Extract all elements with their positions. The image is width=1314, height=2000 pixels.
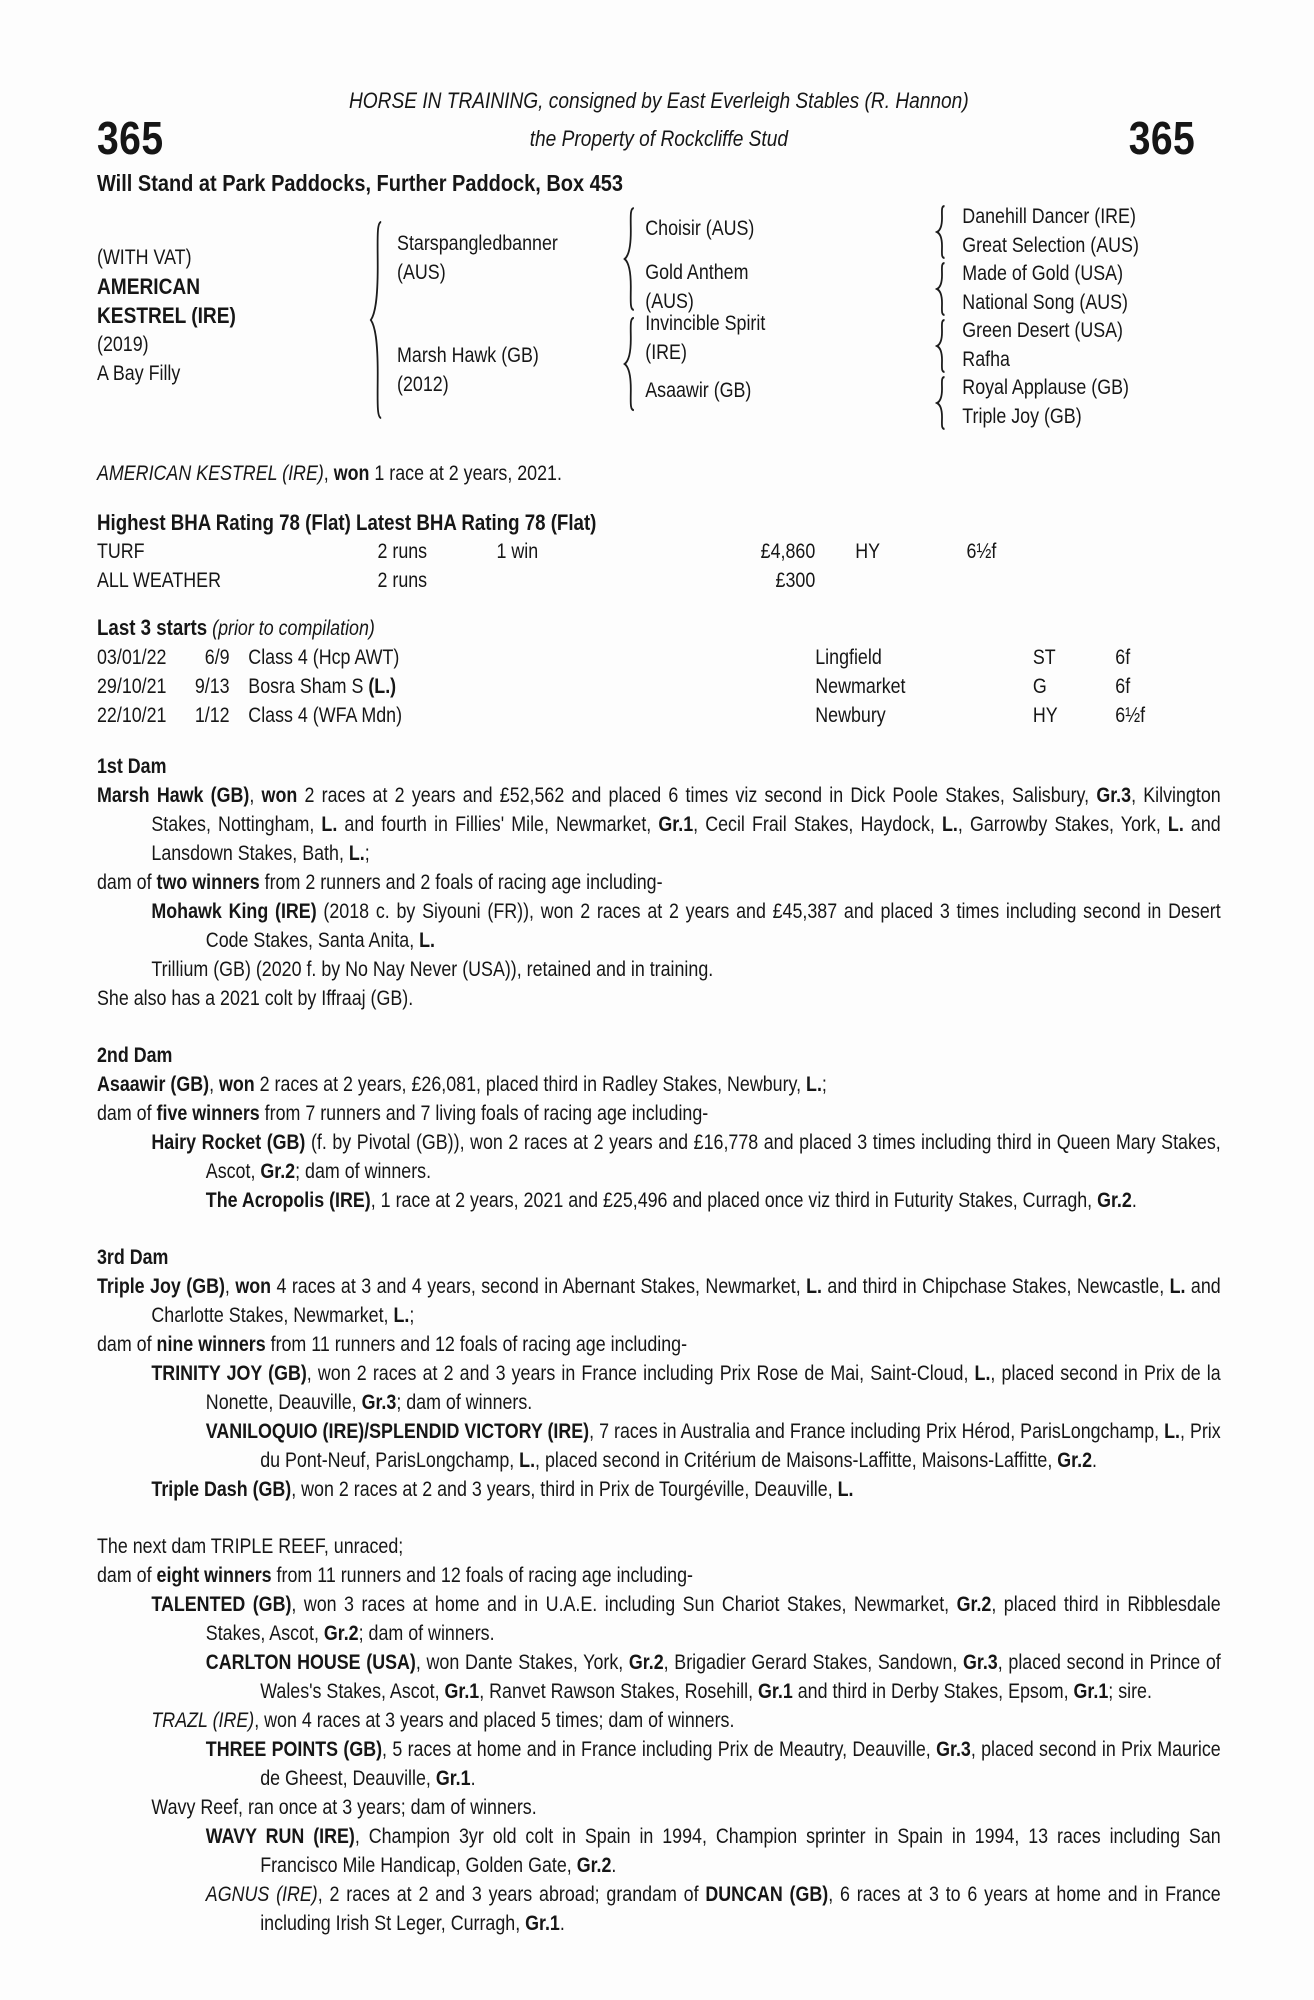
text-segment: VANILOQUIO (IRE)/SPLENDID VICTORY (IRE)	[205, 1420, 590, 1443]
pedigree-paragraph	[97, 1648, 1221, 1706]
sire-name: Starspangledbanner	[397, 232, 558, 255]
text-segment: ,	[209, 1073, 220, 1096]
text-segment: Gr.2	[260, 1160, 296, 1183]
ratings-wins: 1 win	[496, 540, 539, 563]
text-segment: Gr.1	[658, 813, 694, 836]
text-segment: 2 races at 2 years and £52,562 and placed 6 times viz second in Dick Poole Stakes, Salisbury,	[297, 784, 1097, 807]
text-segment: , Cecil Frail Stakes, Haydock,	[693, 813, 943, 836]
text-segment: The Acropolis (IRE)	[205, 1189, 371, 1212]
subject-name-line2: KESTREL (IRE)	[97, 303, 236, 328]
ratings-going: HY	[855, 540, 881, 563]
text-segment: , placed third in Ribblesdale Stakes, Ascot,	[205, 1593, 1221, 1645]
text-segment: ,	[224, 1275, 236, 1298]
text-segment: , Ranvet Rawson Stakes, Rosehill,	[479, 1680, 759, 1703]
text-segment: She also has a 2021 colt by Iffraaj (GB).	[97, 987, 414, 1010]
text-segment: DUNCAN (GB)	[705, 1883, 829, 1906]
start-going: G	[1032, 675, 1047, 698]
text-segment: from 11 runners and 12 foals of racing age including-	[265, 1333, 688, 1356]
dam-section	[97, 1243, 1221, 1504]
lot-number-right: 365	[1128, 112, 1196, 164]
start-position: 1/12	[194, 704, 230, 727]
gen2-entry-dam-sire	[645, 309, 765, 367]
gen2-name: Invincible Spirit	[645, 312, 766, 335]
text-segment: ;	[821, 1073, 827, 1096]
text-segment: ; dam of winners.	[396, 1391, 533, 1414]
text-segment: L.	[321, 813, 338, 836]
text-segment: Marsh Hawk (GB)	[97, 784, 250, 807]
gen3-entry: Rafha	[962, 347, 1010, 371]
text-segment: , won 4 races at 3 years and placed 5 times; dam of winners.	[254, 1709, 735, 1732]
gen2-name: Choisir (AUS)	[645, 217, 755, 240]
text-segment: from 11 runners and 12 foals of racing age including-	[271, 1564, 693, 1587]
start-course: Lingfield	[815, 646, 882, 669]
text-segment: Triple Joy (GB)	[97, 1275, 225, 1298]
pedigree-paragraph	[97, 1417, 1221, 1475]
text-segment: (L.)	[368, 675, 397, 698]
text-segment: , won 3 races at home and in U.A.E. including Sun Chariot Stakes, Newmarket,	[291, 1593, 957, 1616]
text-segment: ;	[409, 1304, 415, 1327]
text-segment: .	[1131, 1189, 1137, 1212]
gen3-entry: Danehill Dancer (IRE)	[962, 205, 1136, 228]
lot-header-row	[97, 112, 1221, 164]
pedigree-paragraph	[97, 1793, 1221, 1822]
gen2-name: Asaawir (GB)	[645, 379, 752, 402]
start-going: HY	[1032, 704, 1058, 727]
text-segment: , Champion 3yr old colt in Spain in 1994, Champion sprinter in Spain in 1994, 13 races including San Francisco Mile Handicap, Golden Gate,	[260, 1825, 1221, 1877]
text-segment: 2 races at 2 years, £26,081, placed third in Radley Stakes, Newbury,	[254, 1073, 807, 1096]
start-distance: 6f	[1115, 675, 1131, 698]
consignment-line: HORSE IN TRAINING, consigned by East Everleigh Stables (R. Hannon)	[348, 88, 969, 113]
text-segment: ; sire.	[1108, 1680, 1152, 1703]
catalogue-page	[97, 0, 1221, 1938]
text-segment: , 1 race at 2 years, 2021 and £25,496 and placed once viz third in Futurity Stakes, Curragh,	[370, 1189, 1098, 1212]
dam-section	[97, 1532, 1221, 1938]
ratings-surface: ALL WEATHER	[97, 569, 221, 592]
text-segment: ; dam of winners.	[295, 1160, 432, 1183]
text-segment: , 5 races at home and in France including Prix de Meautry, Deauville,	[382, 1738, 937, 1761]
start-distance: 6½f	[1115, 704, 1146, 727]
pedigree-paragraph	[97, 984, 1221, 1013]
pedigree-brace	[622, 206, 636, 312]
pedigree-paragraph	[97, 1822, 1221, 1880]
pedigree-paragraph	[97, 897, 1221, 955]
pedigree-paragraph	[97, 1735, 1221, 1793]
text-segment: Bosra Sham S	[248, 675, 369, 698]
start-race	[230, 643, 816, 672]
dam-section	[97, 1041, 1221, 1215]
pedigree-paragraph	[97, 868, 1221, 897]
text-segment: Gr.2	[576, 1854, 612, 1877]
ratings-money: 1 win £4,860	[497, 537, 816, 566]
text-segment: , placed second in Prix Maurice de Gheest, Deauville,	[260, 1738, 1221, 1790]
text-segment: L.	[1169, 1275, 1186, 1298]
text-segment: Gr.2	[323, 1622, 359, 1645]
last-start-row	[97, 701, 1221, 730]
text-segment: L.	[1164, 1420, 1180, 1443]
dam-name: Marsh Hawk (GB)	[397, 344, 539, 367]
text-segment: ; dam of winners.	[358, 1622, 495, 1645]
text-segment: and Lansdown Stakes, Bath,	[151, 813, 1221, 865]
text-segment: Gr.3	[962, 1651, 998, 1674]
gen2-entry-sire-sire	[645, 214, 754, 243]
text-segment: from 2 runners and 2 foals of racing age including-	[259, 871, 663, 894]
gen3-entry: Green Desert (USA)	[962, 319, 1124, 342]
text-segment: , Brigadier Gerard Stakes, Sandown,	[663, 1651, 963, 1674]
text-segment: Asaawir (GB)	[97, 1073, 210, 1096]
text-segment: AMERICAN KESTREL (IRE)	[97, 462, 324, 485]
ratings-table	[97, 537, 1221, 595]
text-segment: The next dam TRIPLE REEF, unraced;	[97, 1535, 404, 1558]
text-segment: .	[1092, 1449, 1097, 1472]
gen3-pair	[962, 374, 1129, 431]
text-segment: , placed second in Prince of Wales's Stakes, Ascot,	[260, 1651, 1221, 1703]
text-segment: , 2 races at 2 and 3 years abroad; grandam of	[317, 1883, 706, 1906]
ratings-going	[815, 566, 927, 595]
pedigree-brace	[935, 262, 946, 316]
start-going: ST	[1032, 646, 1056, 669]
text-segment: dam of	[97, 1564, 157, 1587]
gen2-entry-dam-dam	[645, 376, 751, 405]
text-segment: ,	[323, 462, 334, 485]
text-segment: dam of	[97, 871, 157, 894]
text-segment: Gr.2	[1097, 1189, 1132, 1212]
start-date: 22/10/21	[97, 704, 167, 727]
text-segment: Gr.1	[1073, 1680, 1109, 1703]
ratings-money: £300	[775, 569, 816, 592]
text-segment: and third in Derby Stakes, Epsom,	[792, 1680, 1074, 1703]
pedigree-paragraph	[97, 781, 1221, 868]
text-segment: two winners	[156, 871, 260, 894]
text-segment: won	[333, 462, 370, 485]
dam-section	[97, 752, 1221, 1013]
subject-block	[97, 243, 236, 388]
text-segment: Class 4 (WFA Mdn)	[248, 704, 403, 727]
text-segment: eight winners	[156, 1564, 272, 1587]
gen3-entry: National Song (AUS)	[962, 290, 1128, 314]
gen2-entry-sire-dam	[645, 258, 748, 316]
sire-suffix: (AUS)	[397, 261, 446, 284]
text-segment: and third in Chipchase Stakes, Newcastle,	[821, 1275, 1170, 1298]
text-segment: , won 2 races at 2 and 3 years in France including Prix Rose de Mai, Saint-Cloud,	[306, 1362, 975, 1385]
pedigree-paragraph	[97, 1561, 1221, 1590]
text-segment: CARLTON HOUSE (USA)	[205, 1651, 416, 1674]
pedigree-paragraph	[97, 955, 1221, 984]
stand-location-line: Will Stand at Park Paddocks, Further Paddock, Box 453	[97, 170, 623, 196]
gen2-suffix: (IRE)	[645, 341, 687, 364]
text-segment: Trillium (GB) (2020 f. by No Nay Never (USA)), retained and in training.	[151, 958, 714, 981]
text-segment: Hairy Rocket (GB)	[151, 1131, 306, 1154]
text-segment: and fourth in Fillies' Mile, Newmarket,	[337, 813, 659, 836]
last-starts-table	[97, 643, 1221, 730]
start-race	[230, 701, 816, 730]
gen3-pair	[962, 203, 1139, 260]
text-segment: AGNUS (IRE)	[205, 1883, 318, 1906]
text-segment: , placed second in Prix de la Nonette, Deauville,	[205, 1362, 1221, 1414]
start-position: 9/13	[194, 675, 230, 698]
subject-name-line1: AMERICAN	[97, 274, 201, 299]
text-segment: L.	[974, 1362, 991, 1385]
dam-heading: 1st Dam	[97, 755, 167, 778]
ratings-runs: 2 runs	[377, 540, 428, 563]
pedigree-brace	[935, 319, 946, 373]
text-segment: L.	[837, 1478, 854, 1501]
subject-foaled-year: (2019)	[97, 333, 149, 356]
bha-ratings-heading: Highest BHA Rating 78 (Flat) Latest BHA Rating 78 (Flat)	[97, 510, 597, 535]
last-starts-heading-label: Last 3 starts	[97, 615, 208, 640]
start-race	[230, 672, 816, 701]
text-segment: Gr.1	[444, 1680, 480, 1703]
text-segment: ;	[364, 842, 370, 865]
text-segment: nine winners	[156, 1333, 266, 1356]
start-course: Newmarket	[815, 675, 906, 698]
text-segment: Gr.3	[361, 1391, 397, 1414]
text-segment: Wavy Reef, ran once at 3 years; dam of winners.	[151, 1796, 537, 1819]
text-segment: dam of	[97, 1102, 157, 1125]
subject-description: A Bay Filly	[97, 362, 181, 385]
pedigree-paragraph	[97, 1099, 1221, 1128]
pedigree-brace	[368, 218, 383, 422]
pedigree-paragraph	[97, 1532, 1221, 1561]
dam-heading: 3rd Dam	[97, 1246, 169, 1269]
dam-heading: 2nd Dam	[97, 1044, 173, 1067]
text-segment: THREE POINTS (GB)	[205, 1738, 383, 1761]
gen3-pair	[962, 317, 1123, 374]
text-segment: won	[235, 1275, 272, 1298]
text-segment: , won Dante Stakes, York,	[415, 1651, 629, 1674]
pedigree-paragraph	[97, 1706, 1221, 1735]
pedigree-brace	[935, 205, 946, 259]
start-course: Newbury	[815, 704, 886, 727]
text-segment: Gr.3	[936, 1738, 971, 1761]
pedigree-paragraph	[97, 1272, 1221, 1330]
dam-sections	[97, 752, 1221, 1938]
text-segment: L.	[1167, 813, 1184, 836]
text-segment: , Kilvington Stakes, Nottingham,	[151, 784, 1221, 836]
ratings-distance	[927, 566, 1220, 595]
text-segment: and Charlotte Stakes, Newmarket,	[151, 1275, 1221, 1327]
text-segment: dam of	[97, 1333, 157, 1356]
gen3-pair	[962, 260, 1128, 317]
pedigree-paragraph	[97, 1880, 1221, 1938]
pedigree-brace	[935, 376, 946, 430]
text-segment: Mohawk King (IRE)	[151, 900, 317, 923]
last-starts-heading	[97, 613, 1221, 643]
text-segment: .	[470, 1767, 476, 1790]
ratings-row	[97, 566, 1221, 595]
pedigree-table	[97, 198, 1221, 451]
gen3-entry: Made of Gold (USA)	[962, 262, 1124, 285]
pedigree-paragraph	[97, 1590, 1221, 1648]
text-segment: Gr.1	[435, 1767, 471, 1790]
pedigree-paragraph	[97, 1186, 1221, 1215]
last-starts-heading-note: (prior to compilation)	[212, 617, 375, 640]
text-segment: (f. by Pivotal (GB)), won 2 races at 2 years and £16,778 and placed 3 times including third in Queen Mary Stakes, Ascot,	[205, 1131, 1221, 1183]
last-start-row	[97, 643, 1221, 672]
text-segment: ,	[249, 784, 262, 807]
text-segment: won	[261, 784, 298, 807]
text-segment: L.	[348, 842, 365, 865]
text-segment: from 7 runners and 7 living foals of racing age including-	[259, 1102, 709, 1125]
text-segment: Gr.1	[525, 1912, 560, 1935]
lot-number-left: 365	[97, 112, 164, 164]
text-segment: L.	[519, 1449, 536, 1472]
vat-note: (WITH VAT)	[97, 246, 192, 269]
sire-entry	[397, 229, 558, 287]
pedigree-paragraph	[97, 1128, 1221, 1186]
text-segment: Gr.2	[1057, 1449, 1093, 1472]
start-distance: 6f	[1115, 646, 1131, 669]
start-date: 29/10/21	[97, 675, 167, 698]
pedigree-brace	[622, 316, 636, 412]
gen3-entry: Royal Applause (GB)	[962, 376, 1129, 399]
pedigree-paragraph	[97, 1330, 1221, 1359]
text-segment: , Garrowby Stakes, York,	[957, 813, 1168, 836]
dam-entry	[397, 341, 539, 399]
text-segment: Class 4 (Hcp AWT)	[248, 646, 400, 669]
text-segment: won	[219, 1073, 255, 1096]
text-segment: (2018 c. by Siyouni (FR)), won 2 races at 2 years and £45,387 and placed 3 times including second in Desert Code Stakes, Santa Anita,	[205, 900, 1221, 952]
text-segment: TALENTED (GB)	[151, 1593, 292, 1616]
text-segment: TRAZL (IRE)	[151, 1709, 255, 1732]
text-segment: L.	[806, 1073, 822, 1096]
text-segment: Gr.1	[758, 1680, 793, 1703]
gen2-name: Gold Anthem	[645, 261, 749, 284]
ratings-surface: TURF	[97, 540, 145, 563]
ratings-distance: 6½f	[966, 540, 997, 563]
start-date: 03/01/22	[97, 646, 167, 669]
text-segment: 1 race at 2 years, 2021.	[369, 462, 562, 485]
race-record-summary	[97, 459, 1221, 488]
text-segment: Gr.2	[956, 1593, 992, 1616]
text-segment: Gr.2	[628, 1651, 664, 1674]
gen3-entry: Triple Joy (GB)	[962, 404, 1082, 428]
text-segment: .	[611, 1854, 617, 1877]
text-segment: five winners	[156, 1102, 260, 1125]
text-segment: Gr.3	[1096, 784, 1132, 807]
text-segment: L.	[942, 813, 958, 836]
text-segment: L.	[806, 1275, 822, 1298]
start-position: 6/9	[204, 646, 230, 669]
text-segment: , 6 races at 3 to 6 years at home and in France including Irish St Leger, Curragh,	[260, 1883, 1221, 1935]
text-segment: TRINITY JOY (GB)	[151, 1362, 307, 1385]
property-line: the Property of Rockcliffe Stud	[529, 126, 789, 151]
text-segment: , Prix du Pont-Neuf, ParisLongchamp,	[260, 1420, 1221, 1472]
text-segment: WAVY RUN (IRE)	[205, 1825, 355, 1848]
text-segment: , placed second in Critérium de Maisons-Laffitte, Maisons-Laffitte,	[535, 1449, 1058, 1472]
text-segment: 4 races at 3 and 4 years, second in Abernant Stakes, Newmarket,	[271, 1275, 807, 1298]
text-segment: L.	[419, 929, 436, 952]
text-segment: Triple Dash (GB)	[151, 1478, 292, 1501]
ratings-row	[97, 537, 1221, 566]
text-segment: , 7 races in Australia and France including Prix Hérod, ParisLongchamp,	[589, 1420, 1165, 1443]
pedigree-paragraph	[97, 1070, 1221, 1099]
text-segment: L.	[393, 1304, 410, 1327]
last-start-row	[97, 672, 1221, 701]
gen2-suffix: (AUS)	[645, 290, 694, 313]
ratings-runs: 2 runs	[377, 569, 428, 592]
pedigree-paragraph	[97, 1475, 1221, 1504]
gen3-entry: Great Selection (AUS)	[962, 233, 1139, 257]
pedigree-paragraph	[97, 1359, 1221, 1417]
dam-year: (2012)	[397, 373, 449, 396]
text-segment: .	[559, 1912, 565, 1935]
text-segment: , won 2 races at 2 and 3 years, third in Prix de Tourgéville, Deauville,	[291, 1478, 838, 1501]
